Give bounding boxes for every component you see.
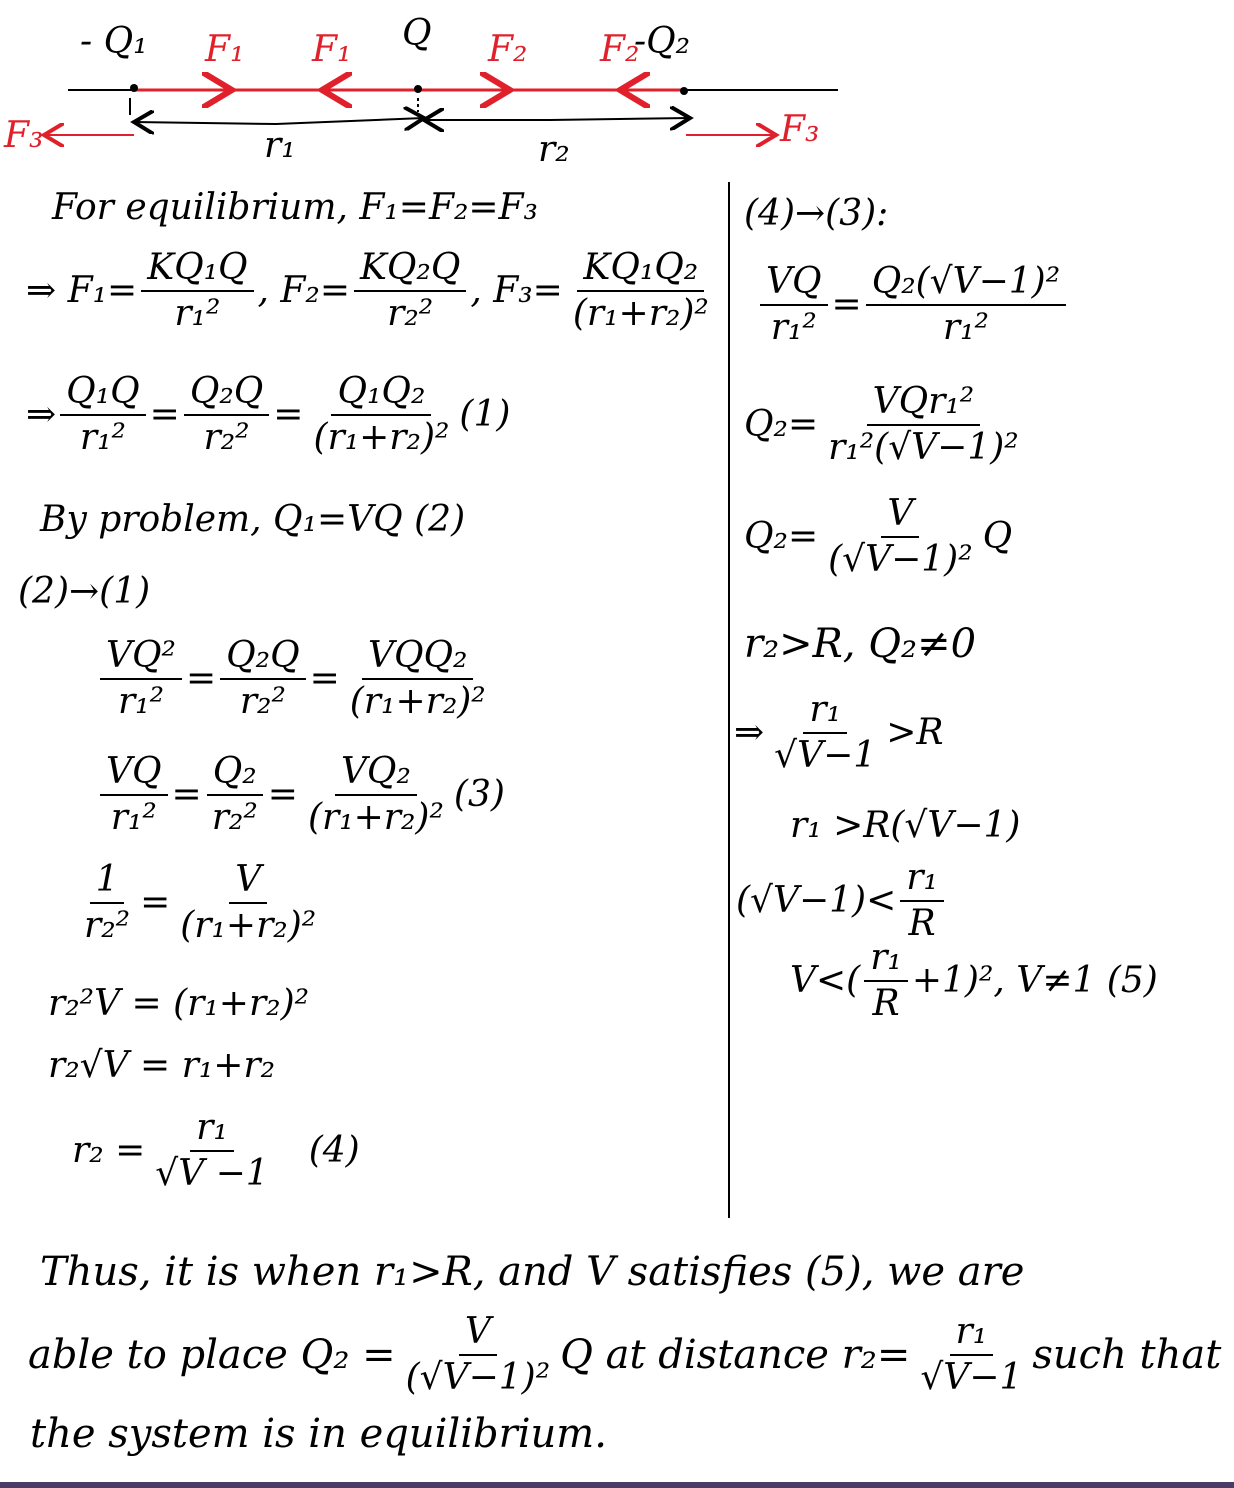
den: r₁² (942, 307, 989, 348)
label-f2-right: F₂ (488, 29, 528, 70)
frac-f1 (141, 248, 253, 334)
charge-q-dot (414, 85, 422, 93)
label-r1: r₁ (264, 125, 296, 166)
num: r₁ (190, 1108, 234, 1152)
q2-equals: Q₂= (744, 516, 819, 557)
num: V (881, 494, 919, 538)
label-f1-left: F₁ (312, 29, 352, 70)
conclusion-line-3: the system is in equilibrium. (30, 1411, 607, 1457)
label-neg-q1: - Q₁ (80, 21, 148, 62)
bottom-bar (0, 1482, 1234, 1488)
den: r₂² (387, 293, 434, 334)
num: r₁ (803, 690, 847, 734)
condition-r2: r₂>R, Q₂≠0 (744, 621, 977, 667)
den: √V−1 (774, 735, 877, 776)
frac-c (344, 636, 492, 722)
equation-r2 (756, 262, 1070, 348)
den: r₁² (174, 293, 221, 334)
num: Q₂Q (184, 372, 269, 416)
implies: ⇒ (734, 712, 765, 753)
inequality-sqrt (736, 858, 948, 944)
substitution-2-1: (2)→(1) (18, 571, 151, 612)
greater-r: >R (886, 712, 944, 753)
text: able to place Q₂ = (28, 1332, 396, 1378)
label-f2-left: F₂ (600, 29, 640, 70)
distance-r2-arrow-right (550, 118, 690, 120)
frac-r2 (914, 1312, 1028, 1398)
frac-q2a (822, 382, 1025, 468)
frac-c (302, 752, 450, 838)
equation-sub (96, 636, 496, 722)
den: (r₁+r₂)² (313, 417, 450, 458)
sep-f3: , F₃= (470, 270, 563, 311)
equals: = (267, 774, 298, 815)
r2-equals: r₂ = (72, 1130, 146, 1171)
frac-b (184, 372, 269, 458)
den: r₁² (117, 681, 165, 722)
equation-4 (72, 1108, 360, 1194)
den: (r₁+r₂)² (349, 681, 486, 722)
inequality-r1 (734, 690, 943, 776)
distance-r1-arrow-right (276, 118, 424, 124)
num: KQ₁Q (141, 248, 253, 292)
implies-f1: ⇒ F₁= (26, 270, 138, 311)
den: R (908, 903, 936, 944)
den: (r₁+r₂)² (180, 905, 317, 946)
frac-r1 (768, 690, 882, 776)
eq-tag: (4) (308, 1130, 360, 1171)
frac-q2 (400, 1312, 557, 1398)
den: (√V−1)² (828, 539, 973, 580)
text: Q at distance r₂= (560, 1332, 911, 1378)
den: (r₁+r₂)² (307, 797, 444, 838)
equals: = (185, 658, 217, 699)
equation-q2-b (744, 494, 1012, 580)
frac-c (307, 372, 455, 458)
equals: = (831, 284, 862, 325)
q2-equals: Q₂= (744, 404, 819, 445)
num: Q₂(√V−1)² (866, 262, 1066, 306)
frac-a (60, 372, 145, 458)
conclusion-line-1: Thus, it is when r₁>R, and V satisfies (5), we are (40, 1249, 1025, 1295)
num: VQ₂ (335, 752, 417, 796)
equals: = (140, 882, 171, 923)
frac-r1-r (900, 858, 944, 944)
sqrt-less: (√V−1)< (736, 880, 897, 921)
force-definitions (26, 248, 719, 334)
v-less: V<( (790, 960, 861, 1001)
text: such that (1032, 1332, 1222, 1378)
charge-q2-dot (680, 87, 688, 95)
den: r₁² (770, 307, 817, 348)
label-f1-right: F₁ (205, 29, 245, 70)
den: R (872, 983, 900, 1024)
frac-a (100, 752, 168, 838)
frac-r2 (149, 1108, 274, 1194)
condition-5: +1)², V≠1 (5) (911, 960, 1158, 1001)
label-q: Q (402, 13, 432, 54)
den: r₂² (239, 681, 286, 722)
den: r₁² (110, 797, 157, 838)
eq-tag: (3) (453, 774, 505, 815)
den: √V−1 (920, 1357, 1023, 1398)
equals: = (273, 394, 304, 435)
equals: = (171, 774, 202, 815)
den: (√V−1)² (405, 1357, 551, 1398)
num: r₁ (900, 858, 944, 902)
num: VQr₁² (867, 382, 981, 426)
sep-f2: , F₂= (257, 270, 351, 311)
frac-a (78, 860, 136, 946)
label-neg-q2: -Q₂ (634, 21, 691, 62)
den: r₁²(√V−1)² (828, 427, 1019, 468)
frac-q2b (822, 494, 979, 580)
num: V (459, 1312, 497, 1356)
inequality-r1-b: r₁ >R(√V−1) (790, 805, 1021, 846)
num: VQ (100, 752, 168, 796)
num: VQQ₂ (362, 636, 473, 680)
implies: ⇒ (26, 394, 57, 435)
num: Q₁Q₂ (331, 372, 431, 416)
distance-r1-arrow-left (134, 122, 276, 124)
label-f3-left: F₃ (4, 115, 44, 156)
column-divider (728, 182, 730, 1218)
frac-b (220, 636, 305, 722)
num: KQ₂Q (354, 248, 466, 292)
equilibrium-condition: For equilibrium, F₁=F₂=F₃ (52, 187, 538, 228)
frac-r1-r (864, 938, 908, 1024)
conclusion-line-2 (28, 1312, 1221, 1398)
charge-q1-dot (130, 84, 138, 92)
equation-ratio (74, 860, 326, 946)
equals: = (149, 394, 180, 435)
frac-b (206, 752, 264, 838)
charge-diagram (0, 0, 1234, 170)
num: Q₂ (207, 752, 263, 796)
inequality-v (790, 938, 1158, 1024)
num: r₁ (864, 938, 908, 982)
frac-b (174, 860, 322, 946)
frac-a (760, 262, 828, 348)
equation-q2-a (744, 382, 1029, 468)
label-f3-right: F₃ (780, 109, 820, 150)
equation-sqrt: r₂√V = r₁+r₂ (48, 1045, 276, 1086)
equation-1 (26, 372, 510, 458)
den: r₁² (79, 417, 126, 458)
num: Q₁Q (60, 372, 145, 416)
frac-a (100, 636, 182, 722)
q-symbol: Q (982, 516, 1013, 557)
equation-square: r₂²V = (r₁+r₂)² (48, 983, 310, 1024)
num: r₁ (950, 1312, 994, 1356)
num: VQ² (100, 636, 182, 680)
problem-statement: By problem, Q₁=VQ (2) (40, 499, 466, 540)
frac-f2 (354, 248, 466, 334)
den: r₂² (84, 905, 131, 946)
den: r₂² (211, 797, 258, 838)
num: Q₂Q (220, 636, 305, 680)
equation-3 (96, 752, 505, 838)
den: √V −1 (155, 1153, 269, 1194)
num: KQ₁Q₂ (577, 248, 704, 292)
label-r2: r₂ (538, 129, 570, 170)
eq-tag: (1) (459, 394, 511, 435)
den: r₂² (203, 417, 250, 458)
num: VQ (760, 262, 828, 306)
equals: = (309, 658, 340, 699)
frac-f3 (567, 248, 715, 334)
num: 1 (90, 860, 125, 904)
substitution-4-3: (4)→(3): (744, 193, 889, 234)
frac-b (866, 262, 1066, 348)
num: V (229, 860, 267, 904)
den: (r₁+r₂)² (572, 293, 709, 334)
